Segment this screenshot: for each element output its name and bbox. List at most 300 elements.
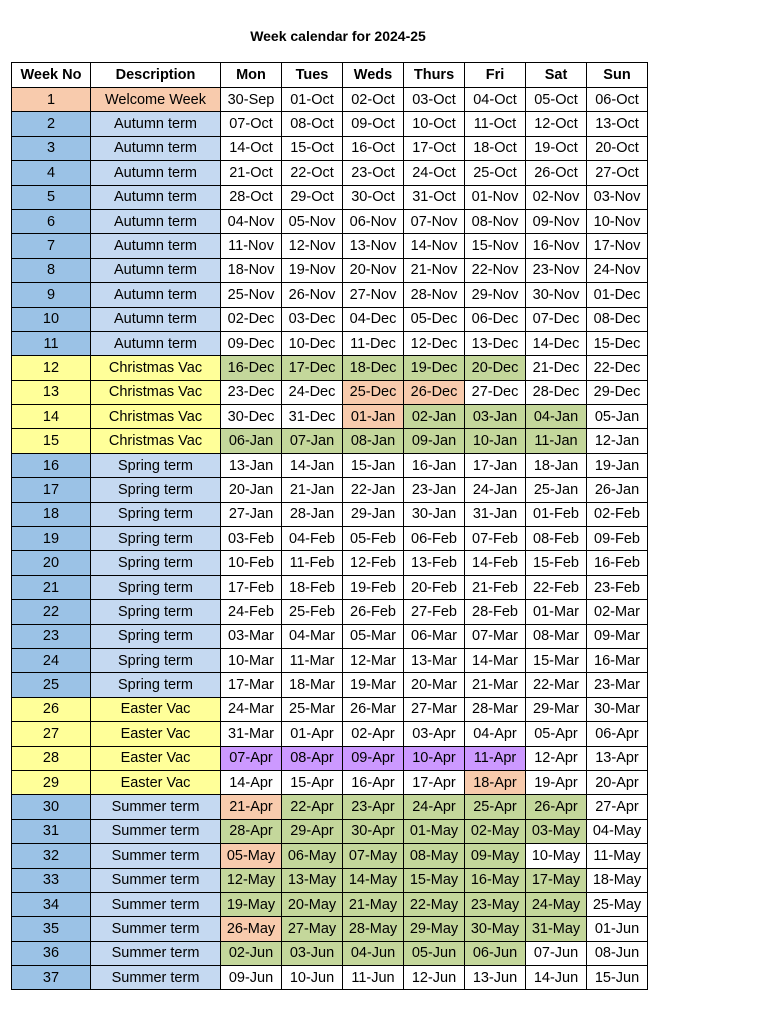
week-number-cell: 18: [12, 502, 91, 526]
date-cell-fri: 15-Nov: [465, 234, 526, 258]
date-cell-mon: 23-Dec: [221, 380, 282, 404]
date-cell-fri: 18-Oct: [465, 136, 526, 160]
date-cell-thurs: 13-Mar: [404, 648, 465, 672]
date-cell-thurs: 30-Jan: [404, 502, 465, 526]
date-cell-thurs: 22-May: [404, 892, 465, 916]
date-cell-sun: 15-Jun: [587, 966, 648, 990]
table-row: [12, 453, 648, 477]
week-number-cell: 3: [12, 136, 91, 160]
date-cell-mon: 02-Jun: [221, 941, 282, 965]
date-cell-mon: 17-Feb: [221, 575, 282, 599]
date-cell-mon: 24-Feb: [221, 600, 282, 624]
date-cell-fri: 28-Feb: [465, 600, 526, 624]
date-cell-sat: 28-Dec: [526, 380, 587, 404]
date-cell-mon: 21-Oct: [221, 161, 282, 185]
table-row: [12, 868, 648, 892]
date-cell-sat: 21-Dec: [526, 356, 587, 380]
description-cell: Spring term: [91, 624, 221, 648]
date-cell-sun: 11-May: [587, 844, 648, 868]
date-cell-sat: 31-May: [526, 917, 587, 941]
week-number-cell: 13: [12, 380, 91, 404]
date-cell-weds: 26-Feb: [343, 600, 404, 624]
date-cell-sat: 12-Apr: [526, 746, 587, 770]
week-number-cell: 35: [12, 917, 91, 941]
date-cell-tues: 12-Nov: [282, 234, 343, 258]
date-cell-thurs: 10-Apr: [404, 746, 465, 770]
week-number-cell: 9: [12, 283, 91, 307]
description-cell: Summer term: [91, 917, 221, 941]
week-number-cell: 1: [12, 88, 91, 112]
description-cell: Autumn term: [91, 209, 221, 233]
date-cell-weds: 13-Nov: [343, 234, 404, 258]
table-row: [12, 405, 648, 429]
header-sun: Sun: [587, 63, 648, 88]
description-cell: Summer term: [91, 966, 221, 990]
date-cell-mon: 07-Oct: [221, 112, 282, 136]
date-cell-sat: 23-Nov: [526, 258, 587, 282]
date-cell-weds: 20-Nov: [343, 258, 404, 282]
date-cell-fri: 18-Apr: [465, 770, 526, 794]
date-cell-fri: 07-Mar: [465, 624, 526, 648]
date-cell-sat: 17-May: [526, 868, 587, 892]
date-cell-mon: 09-Dec: [221, 331, 282, 355]
description-cell: Summer term: [91, 941, 221, 965]
date-cell-sun: 22-Dec: [587, 356, 648, 380]
date-cell-weds: 16-Apr: [343, 770, 404, 794]
date-cell-mon: 14-Apr: [221, 770, 282, 794]
description-cell: Easter Vac: [91, 746, 221, 770]
description-cell: Summer term: [91, 795, 221, 819]
date-cell-sun: 02-Feb: [587, 502, 648, 526]
description-cell: Autumn term: [91, 161, 221, 185]
week-number-cell: 31: [12, 819, 91, 843]
date-cell-fri: 16-May: [465, 868, 526, 892]
table-row: [12, 380, 648, 404]
date-cell-sat: 05-Oct: [526, 88, 587, 112]
date-cell-thurs: 06-Mar: [404, 624, 465, 648]
date-cell-thurs: 24-Apr: [404, 795, 465, 819]
date-cell-sun: 15-Dec: [587, 331, 648, 355]
date-cell-weds: 09-Oct: [343, 112, 404, 136]
date-cell-sat: 26-Oct: [526, 161, 587, 185]
date-cell-sun: 03-Nov: [587, 185, 648, 209]
date-cell-fri: 09-May: [465, 844, 526, 868]
date-cell-mon: 28-Apr: [221, 819, 282, 843]
description-cell: Easter Vac: [91, 722, 221, 746]
date-cell-fri: 25-Apr: [465, 795, 526, 819]
date-cell-mon: 19-May: [221, 892, 282, 916]
date-cell-thurs: 24-Oct: [404, 161, 465, 185]
date-cell-mon: 28-Oct: [221, 185, 282, 209]
date-cell-sat: 22-Mar: [526, 673, 587, 697]
week-number-cell: 16: [12, 453, 91, 477]
description-cell: Summer term: [91, 892, 221, 916]
date-cell-tues: 27-May: [282, 917, 343, 941]
date-cell-sun: 08-Dec: [587, 307, 648, 331]
description-cell: Spring term: [91, 502, 221, 526]
date-cell-weds: 02-Oct: [343, 88, 404, 112]
date-cell-tues: 05-Nov: [282, 209, 343, 233]
date-cell-thurs: 16-Jan: [404, 453, 465, 477]
week-number-cell: 29: [12, 770, 91, 794]
date-cell-mon: 21-Apr: [221, 795, 282, 819]
date-cell-thurs: 31-Oct: [404, 185, 465, 209]
date-cell-sat: 19-Apr: [526, 770, 587, 794]
date-cell-sat: 12-Oct: [526, 112, 587, 136]
table-row: [12, 795, 648, 819]
date-cell-sun: 17-Nov: [587, 234, 648, 258]
description-cell: Autumn term: [91, 331, 221, 355]
week-number-cell: 37: [12, 966, 91, 990]
date-cell-fri: 04-Apr: [465, 722, 526, 746]
date-cell-thurs: 17-Apr: [404, 770, 465, 794]
date-cell-sat: 07-Jun: [526, 941, 587, 965]
date-cell-weds: 30-Apr: [343, 819, 404, 843]
description-cell: Spring term: [91, 575, 221, 599]
date-cell-weds: 12-Mar: [343, 648, 404, 672]
date-cell-fri: 22-Nov: [465, 258, 526, 282]
date-cell-sat: 11-Jan: [526, 429, 587, 453]
date-cell-weds: 19-Feb: [343, 575, 404, 599]
date-cell-mon: 05-May: [221, 844, 282, 868]
date-cell-mon: 31-Mar: [221, 722, 282, 746]
date-cell-mon: 30-Sep: [221, 88, 282, 112]
header-mon: Mon: [221, 63, 282, 88]
date-cell-sat: 24-May: [526, 892, 587, 916]
date-cell-sun: 01-Dec: [587, 283, 648, 307]
calendar-body: [12, 88, 648, 990]
date-cell-weds: 23-Apr: [343, 795, 404, 819]
header-fri: Fri: [465, 63, 526, 88]
date-cell-weds: 08-Jan: [343, 429, 404, 453]
description-cell: Spring term: [91, 453, 221, 477]
week-number-cell: 21: [12, 575, 91, 599]
table-row: [12, 917, 648, 941]
date-cell-tues: 06-May: [282, 844, 343, 868]
date-cell-thurs: 29-May: [404, 917, 465, 941]
date-cell-sat: 18-Jan: [526, 453, 587, 477]
table-row: [12, 185, 648, 209]
week-number-cell: 15: [12, 429, 91, 453]
page-title: Week calendar for 2024-25: [250, 28, 426, 44]
date-cell-weds: 22-Jan: [343, 478, 404, 502]
date-cell-tues: 01-Apr: [282, 722, 343, 746]
table-row: [12, 624, 648, 648]
date-cell-sun: 23-Mar: [587, 673, 648, 697]
date-cell-sun: 25-May: [587, 892, 648, 916]
description-cell: Summer term: [91, 819, 221, 843]
table-row: [12, 331, 648, 355]
date-cell-thurs: 26-Dec: [404, 380, 465, 404]
date-cell-tues: 18-Mar: [282, 673, 343, 697]
date-cell-sat: 03-May: [526, 819, 587, 843]
week-number-cell: 19: [12, 527, 91, 551]
date-cell-sat: 07-Dec: [526, 307, 587, 331]
date-cell-sun: 01-Jun: [587, 917, 648, 941]
date-cell-thurs: 15-May: [404, 868, 465, 892]
date-cell-fri: 14-Mar: [465, 648, 526, 672]
date-cell-mon: 17-Mar: [221, 673, 282, 697]
date-cell-fri: 30-May: [465, 917, 526, 941]
description-cell: Spring term: [91, 551, 221, 575]
date-cell-sun: 13-Oct: [587, 112, 648, 136]
week-number-cell: 2: [12, 112, 91, 136]
date-cell-fri: 17-Jan: [465, 453, 526, 477]
date-cell-tues: 01-Oct: [282, 88, 343, 112]
date-cell-fri: 11-Oct: [465, 112, 526, 136]
date-cell-sun: 30-Mar: [587, 697, 648, 721]
date-cell-mon: 30-Dec: [221, 405, 282, 429]
date-cell-tues: 15-Apr: [282, 770, 343, 794]
date-cell-fri: 08-Nov: [465, 209, 526, 233]
date-cell-mon: 03-Mar: [221, 624, 282, 648]
date-cell-mon: 06-Jan: [221, 429, 282, 453]
header-weds: Weds: [343, 63, 404, 88]
date-cell-sun: 08-Jun: [587, 941, 648, 965]
description-cell: Welcome Week: [91, 88, 221, 112]
week-number-cell: 22: [12, 600, 91, 624]
date-cell-thurs: 12-Jun: [404, 966, 465, 990]
date-cell-sat: 19-Oct: [526, 136, 587, 160]
date-cell-sat: 30-Nov: [526, 283, 587, 307]
date-cell-sun: 24-Nov: [587, 258, 648, 282]
date-cell-mon: 04-Nov: [221, 209, 282, 233]
week-number-cell: 10: [12, 307, 91, 331]
date-cell-thurs: 27-Feb: [404, 600, 465, 624]
date-cell-mon: 12-May: [221, 868, 282, 892]
date-cell-fri: 03-Jan: [465, 405, 526, 429]
date-cell-tues: 07-Jan: [282, 429, 343, 453]
date-cell-fri: 25-Oct: [465, 161, 526, 185]
date-cell-sat: 05-Apr: [526, 722, 587, 746]
date-cell-sun: 09-Feb: [587, 527, 648, 551]
date-cell-fri: 06-Jun: [465, 941, 526, 965]
description-cell: Autumn term: [91, 258, 221, 282]
date-cell-mon: 14-Oct: [221, 136, 282, 160]
date-cell-sat: 01-Mar: [526, 600, 587, 624]
week-number-cell: 28: [12, 746, 91, 770]
date-cell-thurs: 02-Jan: [404, 405, 465, 429]
date-cell-tues: 03-Jun: [282, 941, 343, 965]
date-cell-fri: 11-Apr: [465, 746, 526, 770]
date-cell-tues: 14-Jan: [282, 453, 343, 477]
description-cell: Spring term: [91, 600, 221, 624]
date-cell-tues: 04-Mar: [282, 624, 343, 648]
date-cell-tues: 31-Dec: [282, 405, 343, 429]
date-cell-thurs: 28-Nov: [404, 283, 465, 307]
date-cell-sun: 12-Jan: [587, 429, 648, 453]
date-cell-sun: 04-May: [587, 819, 648, 843]
week-number-cell: 11: [12, 331, 91, 355]
date-cell-sun: 16-Feb: [587, 551, 648, 575]
date-cell-sun: 27-Apr: [587, 795, 648, 819]
date-cell-weds: 05-Feb: [343, 527, 404, 551]
table-row: [12, 819, 648, 843]
table-row: [12, 941, 648, 965]
date-cell-tues: 10-Dec: [282, 331, 343, 355]
date-cell-mon: 16-Dec: [221, 356, 282, 380]
table-row: [12, 502, 648, 526]
week-calendar-table: [11, 62, 648, 990]
description-cell: Spring term: [91, 478, 221, 502]
date-cell-thurs: 07-Nov: [404, 209, 465, 233]
week-number-cell: 24: [12, 648, 91, 672]
date-cell-thurs: 23-Jan: [404, 478, 465, 502]
date-cell-sat: 08-Feb: [526, 527, 587, 551]
week-number-cell: 34: [12, 892, 91, 916]
date-cell-weds: 28-May: [343, 917, 404, 941]
date-cell-tues: 22-Oct: [282, 161, 343, 185]
week-number-cell: 5: [12, 185, 91, 209]
table-row: [12, 112, 648, 136]
header-thurs: Thurs: [404, 63, 465, 88]
date-cell-tues: 15-Oct: [282, 136, 343, 160]
date-cell-weds: 09-Apr: [343, 746, 404, 770]
date-cell-thurs: 13-Feb: [404, 551, 465, 575]
date-cell-sat: 04-Jan: [526, 405, 587, 429]
description-cell: Spring term: [91, 673, 221, 697]
date-cell-sun: 26-Jan: [587, 478, 648, 502]
date-cell-mon: 26-May: [221, 917, 282, 941]
date-cell-tues: 08-Apr: [282, 746, 343, 770]
date-cell-thurs: 17-Oct: [404, 136, 465, 160]
date-cell-weds: 02-Apr: [343, 722, 404, 746]
date-cell-fri: 29-Nov: [465, 283, 526, 307]
date-cell-fri: 13-Dec: [465, 331, 526, 355]
description-cell: Autumn term: [91, 185, 221, 209]
date-cell-tues: 21-Jan: [282, 478, 343, 502]
week-number-cell: 4: [12, 161, 91, 185]
date-cell-tues: 17-Dec: [282, 356, 343, 380]
date-cell-sat: 29-Mar: [526, 697, 587, 721]
table-row: [12, 575, 648, 599]
description-cell: Christmas Vac: [91, 405, 221, 429]
date-cell-mon: 20-Jan: [221, 478, 282, 502]
date-cell-fri: 10-Jan: [465, 429, 526, 453]
date-cell-mon: 25-Nov: [221, 283, 282, 307]
date-cell-sun: 29-Dec: [587, 380, 648, 404]
date-cell-mon: 07-Apr: [221, 746, 282, 770]
date-cell-sat: 16-Nov: [526, 234, 587, 258]
date-cell-fri: 14-Feb: [465, 551, 526, 575]
date-cell-sat: 14-Jun: [526, 966, 587, 990]
table-row: [12, 697, 648, 721]
date-cell-weds: 14-May: [343, 868, 404, 892]
date-cell-tues: 29-Oct: [282, 185, 343, 209]
table-row: [12, 600, 648, 624]
date-cell-weds: 23-Oct: [343, 161, 404, 185]
date-cell-sat: 25-Jan: [526, 478, 587, 502]
table-row: [12, 844, 648, 868]
date-cell-mon: 09-Jun: [221, 966, 282, 990]
date-cell-fri: 21-Mar: [465, 673, 526, 697]
date-cell-tues: 29-Apr: [282, 819, 343, 843]
date-cell-sun: 27-Oct: [587, 161, 648, 185]
week-number-cell: 23: [12, 624, 91, 648]
date-cell-tues: 04-Feb: [282, 527, 343, 551]
date-cell-fri: 13-Jun: [465, 966, 526, 990]
date-cell-tues: 11-Feb: [282, 551, 343, 575]
description-cell: Autumn term: [91, 136, 221, 160]
date-cell-weds: 30-Oct: [343, 185, 404, 209]
date-cell-fri: 04-Oct: [465, 88, 526, 112]
date-cell-tues: 26-Nov: [282, 283, 343, 307]
date-cell-sun: 19-Jan: [587, 453, 648, 477]
table-row: [12, 673, 648, 697]
date-cell-sat: 09-Nov: [526, 209, 587, 233]
week-number-cell: 20: [12, 551, 91, 575]
date-cell-sun: 20-Oct: [587, 136, 648, 160]
week-number-cell: 17: [12, 478, 91, 502]
table-row: [12, 356, 648, 380]
date-cell-weds: 19-Mar: [343, 673, 404, 697]
table-row: [12, 429, 648, 453]
table-row: [12, 551, 648, 575]
description-cell: Summer term: [91, 844, 221, 868]
date-cell-thurs: 20-Mar: [404, 673, 465, 697]
date-cell-thurs: 09-Jan: [404, 429, 465, 453]
week-number-cell: 25: [12, 673, 91, 697]
table-row: [12, 892, 648, 916]
date-cell-sun: 10-Nov: [587, 209, 648, 233]
date-cell-sat: 10-May: [526, 844, 587, 868]
date-cell-thurs: 19-Dec: [404, 356, 465, 380]
date-cell-thurs: 10-Oct: [404, 112, 465, 136]
date-cell-sun: 09-Mar: [587, 624, 648, 648]
week-number-cell: 8: [12, 258, 91, 282]
date-cell-weds: 18-Dec: [343, 356, 404, 380]
date-cell-thurs: 14-Nov: [404, 234, 465, 258]
date-cell-fri: 31-Jan: [465, 502, 526, 526]
description-cell: Easter Vac: [91, 770, 221, 794]
date-cell-mon: 18-Nov: [221, 258, 282, 282]
week-number-cell: 12: [12, 356, 91, 380]
date-cell-mon: 10-Mar: [221, 648, 282, 672]
date-cell-weds: 04-Dec: [343, 307, 404, 331]
date-cell-weds: 12-Feb: [343, 551, 404, 575]
date-cell-sat: 22-Feb: [526, 575, 587, 599]
date-cell-mon: 24-Mar: [221, 697, 282, 721]
week-number-cell: 30: [12, 795, 91, 819]
table-row: [12, 527, 648, 551]
description-cell: Autumn term: [91, 234, 221, 258]
date-cell-fri: 02-May: [465, 819, 526, 843]
week-number-cell: 26: [12, 697, 91, 721]
date-cell-sun: 20-Apr: [587, 770, 648, 794]
table-row: [12, 478, 648, 502]
date-cell-fri: 06-Dec: [465, 307, 526, 331]
date-cell-tues: 25-Mar: [282, 697, 343, 721]
date-cell-sat: 01-Feb: [526, 502, 587, 526]
date-cell-tues: 13-May: [282, 868, 343, 892]
date-cell-sat: 02-Nov: [526, 185, 587, 209]
date-cell-weds: 16-Oct: [343, 136, 404, 160]
date-cell-sat: 14-Dec: [526, 331, 587, 355]
date-cell-mon: 11-Nov: [221, 234, 282, 258]
date-cell-thurs: 27-Mar: [404, 697, 465, 721]
date-cell-tues: 28-Jan: [282, 502, 343, 526]
table-row: [12, 648, 648, 672]
header-row: [12, 63, 648, 88]
date-cell-weds: 01-Jan: [343, 405, 404, 429]
date-cell-fri: 24-Jan: [465, 478, 526, 502]
date-cell-sat: 15-Feb: [526, 551, 587, 575]
description-cell: Easter Vac: [91, 697, 221, 721]
date-cell-fri: 23-May: [465, 892, 526, 916]
date-cell-tues: 24-Dec: [282, 380, 343, 404]
date-cell-weds: 05-Mar: [343, 624, 404, 648]
table-row: [12, 966, 648, 990]
